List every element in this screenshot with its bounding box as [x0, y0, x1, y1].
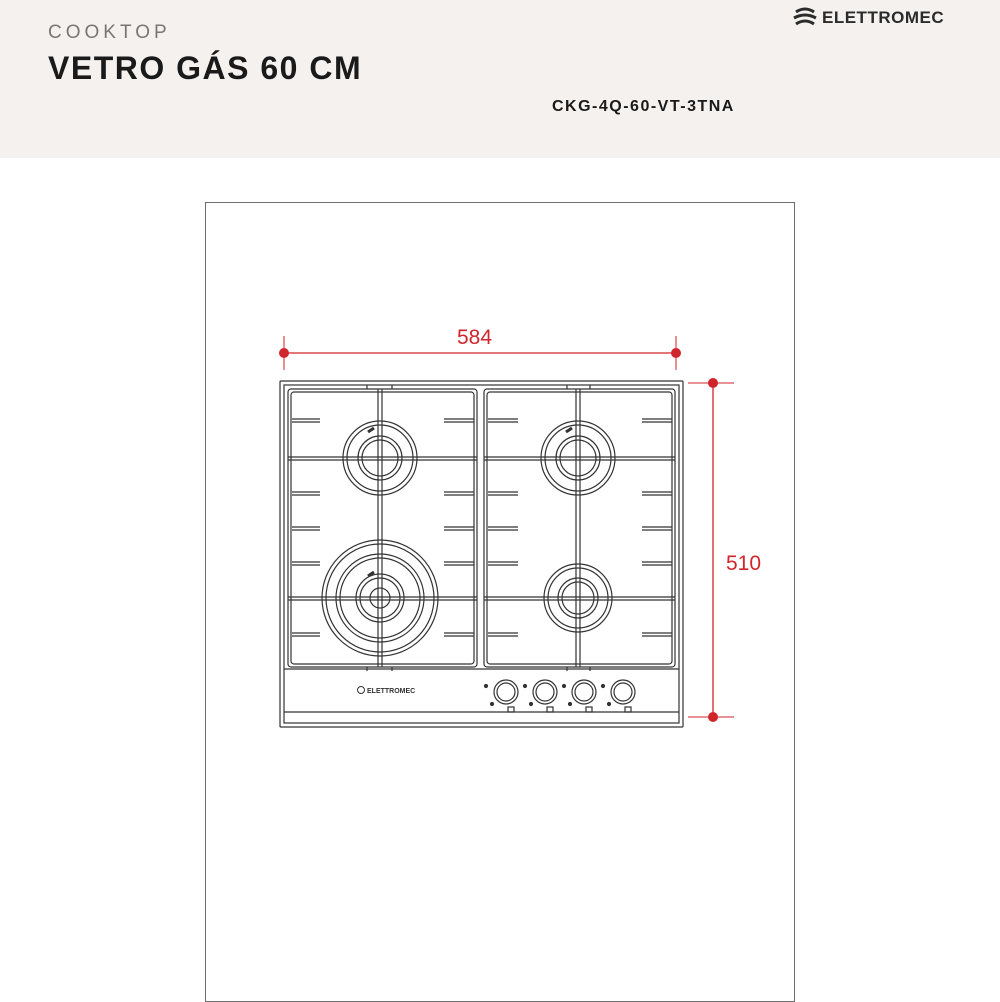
burner-rear-left: [343, 421, 417, 495]
product-category: COOKTOP: [48, 22, 171, 43]
depth-dimension-label: 510: [726, 552, 762, 575]
grate-fingers: [292, 385, 672, 671]
panel-brand: [358, 687, 416, 696]
cooktop-outline: [280, 381, 683, 727]
left-grate: [288, 389, 477, 667]
model-code: CKG-4Q-60-VT-3TNA: [552, 98, 735, 115]
control-knob[interactable]: [563, 680, 597, 712]
depth-dimension: [688, 378, 734, 722]
width-dimension-label: 584: [457, 326, 493, 349]
brand-name: ELETTROMEC: [822, 8, 945, 27]
burner-rear-right: [541, 421, 615, 495]
control-panel: [358, 680, 636, 712]
panel-brand-text: ELETTROMEC: [367, 688, 416, 695]
burner-front-left-wok: [322, 540, 438, 656]
right-grate: [484, 389, 675, 667]
burner-front-right: [544, 564, 612, 632]
control-knob[interactable]: [602, 680, 636, 712]
control-knob[interactable]: [524, 680, 558, 712]
control-knob[interactable]: [485, 680, 519, 712]
product-title: VETRO GÁS 60 CM: [48, 50, 363, 86]
